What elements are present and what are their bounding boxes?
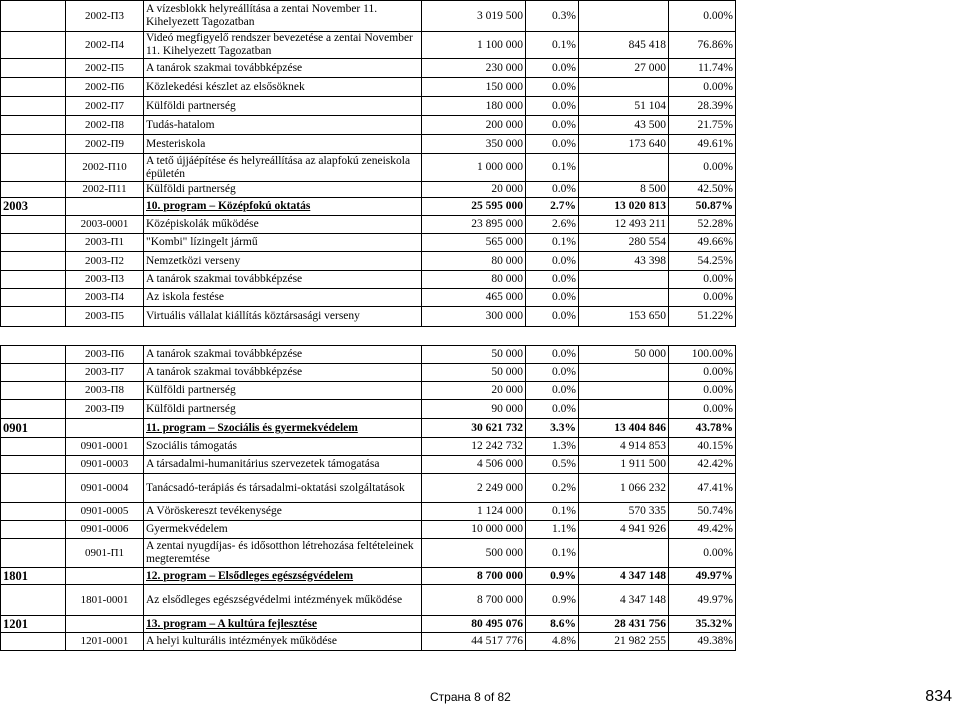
program-name-cell: Szociális támogatás (144, 438, 422, 456)
section-code-cell (1, 234, 66, 252)
share-cell: 0.1% (526, 503, 579, 521)
actual-amount-cell: 570 335 (579, 503, 669, 521)
execution-percent-cell: 49.66% (669, 234, 736, 252)
section-code-cell (1, 216, 66, 234)
share-cell: 0.0% (526, 364, 579, 382)
share-cell: 4.8% (526, 633, 579, 651)
actual-amount-cell: 13 020 813 (579, 198, 669, 216)
actual-amount-cell: 13 404 846 (579, 419, 669, 438)
actual-amount-cell: 28 431 756 (579, 616, 669, 633)
table-row (1, 456, 736, 474)
share-cell: 0.9% (526, 585, 579, 616)
share-cell: 0.0% (526, 346, 579, 364)
planned-amount-cell: 20 000 (422, 382, 526, 400)
execution-percent-cell: 52.28% (669, 216, 736, 234)
budget-code-cell: 2002-П4 (66, 32, 144, 59)
planned-amount-cell: 230 000 (422, 59, 526, 78)
budget-code-cell (66, 198, 144, 216)
table-row (1, 135, 736, 154)
section-code-cell (1, 289, 66, 307)
budget-code-cell: 2003-П1 (66, 234, 144, 252)
share-cell: 0.1% (526, 539, 579, 568)
execution-percent-cell: 43.78% (669, 419, 736, 438)
actual-amount-cell: 12 493 211 (579, 216, 669, 234)
planned-amount-cell: 90 000 (422, 400, 526, 419)
program-name-cell: 13. program – A kultúra fejlesztése (144, 616, 422, 633)
program-name-cell: Videó megfigyelő rendszer bevezetése a zentai November 11. Kihelyezett Tagozatban (144, 32, 422, 59)
planned-amount-cell: 3 019 500 (422, 1, 526, 32)
share-cell: 0.0% (526, 182, 579, 198)
budget-code-cell: 1801-0001 (66, 585, 144, 616)
section-code-cell (1, 503, 66, 521)
actual-amount-cell: 27 000 (579, 59, 669, 78)
share-cell: 0.0% (526, 135, 579, 154)
actual-amount-cell: 845 418 (579, 32, 669, 59)
spacer-cell (1, 327, 736, 346)
planned-amount-cell: 180 000 (422, 97, 526, 116)
actual-amount-cell (579, 154, 669, 182)
program-name-cell: 12. program – Elsődleges egészségvédelem (144, 568, 422, 585)
section-code-cell (1, 182, 66, 198)
budget-code-cell: 2002-П10 (66, 154, 144, 182)
share-cell: 0.0% (526, 252, 579, 271)
budget-code-cell: 2003-П8 (66, 382, 144, 400)
program-name-cell: Külföldi partnerség (144, 97, 422, 116)
budget-code-cell: 2002-П7 (66, 97, 144, 116)
planned-amount-cell: 300 000 (422, 307, 526, 327)
share-cell: 0.0% (526, 289, 579, 307)
page-footer (0, 690, 960, 707)
planned-amount-cell: 25 595 000 (422, 198, 526, 216)
budget-code-cell (66, 419, 144, 438)
budget-code-cell: 0901-0003 (66, 456, 144, 474)
budget-code-cell: 2003-П6 (66, 346, 144, 364)
planned-amount-cell: 2 249 000 (422, 474, 526, 503)
section-code-cell (1, 252, 66, 271)
section-code-cell: 0901 (1, 419, 66, 438)
execution-percent-cell: 42.50% (669, 182, 736, 198)
budget-code-cell: 1201-0001 (66, 633, 144, 651)
budget-code-cell: 2003-0001 (66, 216, 144, 234)
execution-percent-cell: 49.97% (669, 585, 736, 616)
share-cell: 0.5% (526, 456, 579, 474)
program-name-cell: Külföldi partnerség (144, 382, 422, 400)
planned-amount-cell: 1 000 000 (422, 154, 526, 182)
spacer-row (1, 327, 736, 346)
program-summary-row (1, 616, 736, 633)
program-name-cell: Tudás-hatalom (144, 116, 422, 135)
section-code-cell (1, 154, 66, 182)
planned-amount-cell: 12 242 732 (422, 438, 526, 456)
planned-amount-cell: 350 000 (422, 135, 526, 154)
actual-amount-cell: 1 911 500 (579, 456, 669, 474)
section-code-cell (1, 116, 66, 135)
actual-amount-cell: 4 941 926 (579, 521, 669, 539)
section-code-cell: 2003 (1, 198, 66, 216)
table-row (1, 307, 736, 327)
budget-code-cell: 0901-0006 (66, 521, 144, 539)
budget-code-cell (66, 568, 144, 585)
actual-amount-cell: 21 982 255 (579, 633, 669, 651)
planned-amount-cell: 23 895 000 (422, 216, 526, 234)
planned-amount-cell: 80 495 076 (422, 616, 526, 633)
budget-code-cell: 2002-П11 (66, 182, 144, 198)
section-code-cell (1, 633, 66, 651)
share-cell: 0.9% (526, 568, 579, 585)
program-name-cell: 11. program – Szociális és gyermekvédelem (144, 419, 422, 438)
program-name-cell: A tanárok szakmai továbbképzése (144, 59, 422, 78)
planned-amount-cell: 565 000 (422, 234, 526, 252)
table-row (1, 216, 736, 234)
program-name-cell: Az elsődleges egészségvédelmi intézmények működése (144, 585, 422, 616)
share-cell: 0.0% (526, 382, 579, 400)
section-code-cell (1, 32, 66, 59)
share-cell: 0.0% (526, 400, 579, 419)
table-row (1, 1, 736, 32)
program-name-cell: A helyi kulturális intézmények működése (144, 633, 422, 651)
actual-amount-cell: 280 554 (579, 234, 669, 252)
section-code-cell (1, 456, 66, 474)
planned-amount-cell: 465 000 (422, 289, 526, 307)
section-code-cell (1, 521, 66, 539)
table-row (1, 182, 736, 198)
program-summary-row (1, 198, 736, 216)
budget-code-cell: 2003-П9 (66, 400, 144, 419)
actual-amount-cell: 4 347 148 (579, 568, 669, 585)
planned-amount-cell: 8 700 000 (422, 568, 526, 585)
budget-code-cell: 2003-П2 (66, 252, 144, 271)
planned-amount-cell: 20 000 (422, 182, 526, 198)
execution-percent-cell: 0.00% (669, 364, 736, 382)
table-row (1, 400, 736, 419)
program-name-cell: Az iskola festése (144, 289, 422, 307)
budget-table-body (1, 1, 736, 651)
program-name-cell: Gyermekvédelem (144, 521, 422, 539)
planned-amount-cell: 150 000 (422, 78, 526, 97)
share-cell: 2.7% (526, 198, 579, 216)
share-cell: 0.3% (526, 1, 579, 32)
actual-amount-cell (579, 400, 669, 419)
program-summary-row (1, 419, 736, 438)
execution-percent-cell: 0.00% (669, 271, 736, 289)
budget-code-cell: 2003-П7 (66, 364, 144, 382)
actual-amount-cell (579, 364, 669, 382)
share-cell: 0.0% (526, 271, 579, 289)
budget-code-cell: 2003-П4 (66, 289, 144, 307)
section-code-cell (1, 97, 66, 116)
table-row (1, 474, 736, 503)
budget-code-cell: 2003-П5 (66, 307, 144, 327)
execution-percent-cell: 35.32% (669, 616, 736, 633)
program-name-cell: A vízesblokk helyreállítása a zentai November 11. Kihelyezett Tagozatban (144, 1, 422, 32)
execution-percent-cell: 0.00% (669, 78, 736, 97)
budget-code-cell: 2002-П8 (66, 116, 144, 135)
actual-amount-cell: 50 000 (579, 346, 669, 364)
section-code-cell (1, 364, 66, 382)
program-name-cell: A tanárok szakmai továbbképzése (144, 364, 422, 382)
share-cell: 0.0% (526, 116, 579, 135)
table-row (1, 364, 736, 382)
page-label: Страна 8 of 82 (430, 690, 511, 704)
planned-amount-cell: 80 000 (422, 252, 526, 271)
table-row (1, 59, 736, 78)
table-row (1, 539, 736, 568)
planned-amount-cell: 500 000 (422, 539, 526, 568)
share-cell: 2.6% (526, 216, 579, 234)
share-cell: 0.0% (526, 97, 579, 116)
share-cell: 1.3% (526, 438, 579, 456)
section-code-cell (1, 539, 66, 568)
section-code-cell (1, 78, 66, 97)
budget-code-cell: 2002-П3 (66, 1, 144, 32)
execution-percent-cell: 50.87% (669, 198, 736, 216)
planned-amount-cell: 10 000 000 (422, 521, 526, 539)
planned-amount-cell: 8 700 000 (422, 585, 526, 616)
actual-amount-cell: 43 500 (579, 116, 669, 135)
actual-amount-cell: 8 500 (579, 182, 669, 198)
table-row (1, 289, 736, 307)
actual-amount-cell: 43 398 (579, 252, 669, 271)
table-row (1, 633, 736, 651)
program-name-cell: Tanácsadó-terápiás és társadalmi-oktatási szolgáltatások (144, 474, 422, 503)
execution-percent-cell: 21.75% (669, 116, 736, 135)
table-row (1, 503, 736, 521)
execution-percent-cell: 0.00% (669, 289, 736, 307)
execution-percent-cell: 40.15% (669, 438, 736, 456)
planned-amount-cell: 1 100 000 (422, 32, 526, 59)
execution-percent-cell: 51.22% (669, 307, 736, 327)
share-cell: 0.0% (526, 307, 579, 327)
section-code-cell (1, 135, 66, 154)
section-code-cell (1, 346, 66, 364)
actual-amount-cell: 1 066 232 (579, 474, 669, 503)
program-name-cell: Mesteriskola (144, 135, 422, 154)
section-code-cell (1, 400, 66, 419)
table-row (1, 97, 736, 116)
share-cell: 8.6% (526, 616, 579, 633)
execution-percent-cell: 49.97% (669, 568, 736, 585)
planned-amount-cell: 50 000 (422, 364, 526, 382)
program-name-cell: A tanárok szakmai továbbképzése (144, 346, 422, 364)
program-name-cell: A zentai nyugdíjas- és idősotthon létrehozása feltételeinek megteremtése (144, 539, 422, 568)
execution-percent-cell: 100.00% (669, 346, 736, 364)
share-cell: 0.0% (526, 59, 579, 78)
section-code-cell (1, 307, 66, 327)
budget-code-cell: 2002-П5 (66, 59, 144, 78)
planned-amount-cell: 50 000 (422, 346, 526, 364)
section-code-cell (1, 474, 66, 503)
page-number: 834 (925, 688, 952, 705)
share-cell: 3.3% (526, 419, 579, 438)
execution-percent-cell: 49.61% (669, 135, 736, 154)
budget-code-cell: 0901-0004 (66, 474, 144, 503)
program-summary-row (1, 568, 736, 585)
actual-amount-cell (579, 289, 669, 307)
program-name-cell: 10. program – Középfokú oktatás (144, 198, 422, 216)
execution-percent-cell: 11.74% (669, 59, 736, 78)
share-cell: 0.1% (526, 154, 579, 182)
table-row (1, 116, 736, 135)
section-code-cell (1, 1, 66, 32)
execution-percent-cell: 0.00% (669, 382, 736, 400)
budget-code-cell: 0901-П1 (66, 539, 144, 568)
program-name-cell: Nemzetközi verseny (144, 252, 422, 271)
program-name-cell: Közlekedési készlet az elsősöknek (144, 78, 422, 97)
execution-percent-cell: 47.41% (669, 474, 736, 503)
table-row (1, 382, 736, 400)
share-cell: 0.0% (526, 78, 579, 97)
section-code-cell: 1801 (1, 568, 66, 585)
program-name-cell: "Kombi" lízingelt jármű (144, 234, 422, 252)
actual-amount-cell: 153 650 (579, 307, 669, 327)
table-row (1, 346, 736, 364)
planned-amount-cell: 4 506 000 (422, 456, 526, 474)
planned-amount-cell: 80 000 (422, 271, 526, 289)
share-cell: 0.1% (526, 234, 579, 252)
actual-amount-cell: 4 914 853 (579, 438, 669, 456)
section-code-cell: 1201 (1, 616, 66, 633)
program-name-cell: A Vöröskereszt tevékenysége (144, 503, 422, 521)
execution-percent-cell: 50.74% (669, 503, 736, 521)
planned-amount-cell: 1 124 000 (422, 503, 526, 521)
share-cell: 0.2% (526, 474, 579, 503)
budget-code-cell: 2003-П3 (66, 271, 144, 289)
table-row (1, 32, 736, 59)
section-code-cell (1, 585, 66, 616)
actual-amount-cell (579, 78, 669, 97)
table-row (1, 154, 736, 182)
execution-percent-cell: 0.00% (669, 154, 736, 182)
program-name-cell: Külföldi partnerség (144, 182, 422, 198)
actual-amount-cell: 173 640 (579, 135, 669, 154)
table-row (1, 585, 736, 616)
program-name-cell: A tető újjáépítése és helyreállítása az alapfokú zeneiskola épületén (144, 154, 422, 182)
planned-amount-cell: 44 517 776 (422, 633, 526, 651)
budget-code-cell: 0901-0005 (66, 503, 144, 521)
budget-code-cell: 2002-П9 (66, 135, 144, 154)
section-code-cell (1, 271, 66, 289)
program-name-cell: Külföldi partnerség (144, 400, 422, 419)
execution-percent-cell: 42.42% (669, 456, 736, 474)
section-code-cell (1, 382, 66, 400)
section-code-cell (1, 59, 66, 78)
execution-percent-cell: 0.00% (669, 400, 736, 419)
share-cell: 0.1% (526, 32, 579, 59)
table-row (1, 78, 736, 97)
program-name-cell: Virtuális vállalat kiállítás köztársasági verseny (144, 307, 422, 327)
table-row (1, 438, 736, 456)
program-name-cell: A tanárok szakmai továbbképzése (144, 271, 422, 289)
planned-amount-cell: 200 000 (422, 116, 526, 135)
actual-amount-cell (579, 382, 669, 400)
actual-amount-cell (579, 1, 669, 32)
program-name-cell: A társadalmi-humanitárius szervezetek támogatása (144, 456, 422, 474)
execution-percent-cell: 76.86% (669, 32, 736, 59)
execution-percent-cell: 0.00% (669, 539, 736, 568)
program-name-cell: Középiskolák működése (144, 216, 422, 234)
execution-percent-cell: 54.25% (669, 252, 736, 271)
budget-code-cell: 2002-П6 (66, 78, 144, 97)
share-cell: 1.1% (526, 521, 579, 539)
execution-percent-cell: 49.42% (669, 521, 736, 539)
table-row (1, 271, 736, 289)
budget-code-cell (66, 616, 144, 633)
section-code-cell (1, 438, 66, 456)
execution-percent-cell: 49.38% (669, 633, 736, 651)
actual-amount-cell: 51 104 (579, 97, 669, 116)
actual-amount-cell (579, 539, 669, 568)
actual-amount-cell (579, 271, 669, 289)
execution-percent-cell: 0.00% (669, 1, 736, 32)
table-row (1, 521, 736, 539)
budget-code-cell: 0901-0001 (66, 438, 144, 456)
planned-amount-cell: 30 621 732 (422, 419, 526, 438)
actual-amount-cell: 4 347 148 (579, 585, 669, 616)
execution-percent-cell: 28.39% (669, 97, 736, 116)
table-row (1, 234, 736, 252)
table-row (1, 252, 736, 271)
